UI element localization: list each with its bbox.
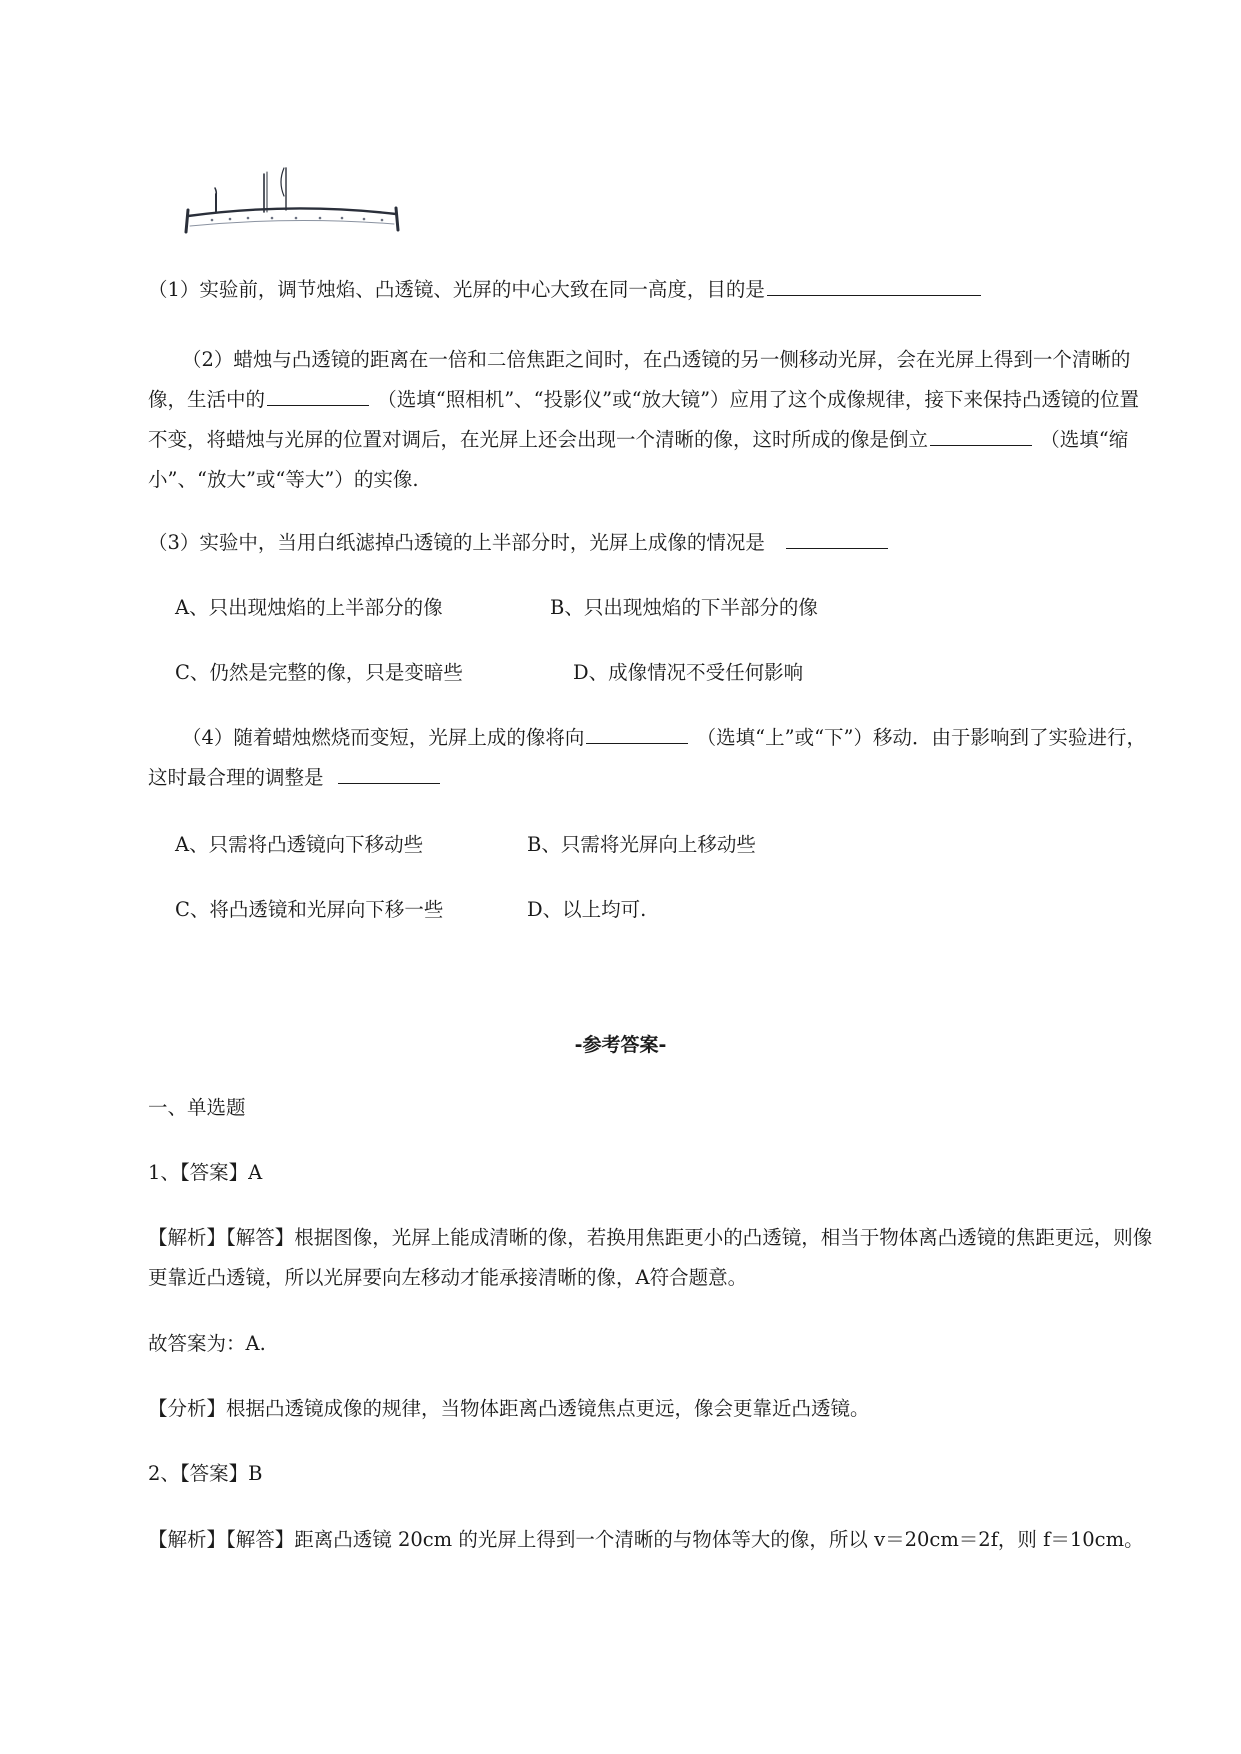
answer-blank-q4-1[interactable] [586,723,688,744]
question-3 [148,528,890,558]
q3-option-d[interactable]: D、成像情况不受任何影响 [573,661,804,684]
question-4-text-b: （选填“上”或“下”）移动．由于影响到了实验进行，这时最合理的调整是 [148,726,1147,789]
optical-bench-figure [182,166,402,242]
answer-1-title: 1、【答案】A [148,1161,263,1184]
question-2-text-b: （选填“照相机”、“投影仪”或“放大镜”）应用了这个成像规律，接下来保持凸透镜的位置不变，将蜡烛与光屏的位置对调后，在光屏上还会出现一个清晰的像，这时所成的像是倒立 [148,388,1140,451]
question-1 [148,275,983,305]
answer-1-note: 【分析】根据凸透镜成像的规律，当物体距离凸透镜焦点更远，像会更靠近凸透镜。 [148,1397,870,1420]
q3-option-b[interactable]: B、只出现烛焰的下半部分的像 [550,596,818,619]
answer-blank-q2-1[interactable] [267,385,369,406]
answer-blank-q2-2[interactable] [930,425,1032,446]
q3-option-a[interactable]: A、只出现烛焰的上半部分的像 [175,596,443,619]
question-4-text-a: （4）随着蜡烛燃烧而变短，光屏上成的像将向 [182,726,585,749]
answer-blank-q4-2[interactable] [338,763,440,784]
q4-option-a[interactable]: A、只需将凸透镜向下移动些 [175,833,424,856]
question-2-text-a: （2）蜡烛与凸透镜的距离在一倍和二倍焦距之间时，在凸透镜的另一侧移动光屏，会在光屏上得到一个清晰的像，生活中的 [148,348,1131,411]
answer-2-analysis: 【解析】【解答】距离凸透镜 20cm 的光屏上得到一个清晰的与物体等大的像，所以 v＝20cm＝2f，则 f＝10cm。 [148,1528,1144,1551]
question-1-text: （1）实验前，调节烛焰、凸透镜、光屏的中心大致在同一高度，目的是 [148,278,765,301]
q3-option-c[interactable]: C、仍然是完整的像，只是变暗些 [175,661,463,684]
section-title: 一、单选题 [148,1096,246,1119]
q4-option-c[interactable]: C、将凸透镜和光屏向下移一些 [175,898,444,921]
q4-option-d[interactable]: D、以上均可. [527,898,647,921]
question-2-text-c: （选填“缩小”、“放大”或“等大”）的实像. [148,428,1129,491]
answer-blank-q1[interactable] [767,275,981,296]
answer-2-title: 2、【答案】B [148,1462,263,1485]
question-2 [148,340,1158,500]
answer-1-analysis: 【解析】【解答】根据图像，光屏上能成清晰的像，若换用焦距更小的凸透镜，相当于物体离凸透镜的焦距更远，则像更靠近凸透镜，所以光屏要向左移动才能承接清晰的像，A符合题意。 [148,1226,1153,1289]
answer-blank-q3[interactable] [786,528,888,549]
question-3-text: （3）实验中，当用白纸滤掉凸透镜的上半部分时，光屏上成像的情况是 [148,531,765,554]
q4-option-b[interactable]: B、只需将光屏向上移动些 [527,833,756,856]
answer-1-conclusion: 故答案为：A. [148,1332,266,1355]
question-4 [148,718,1158,798]
answers-heading: -参考答案- [574,1034,667,1056]
